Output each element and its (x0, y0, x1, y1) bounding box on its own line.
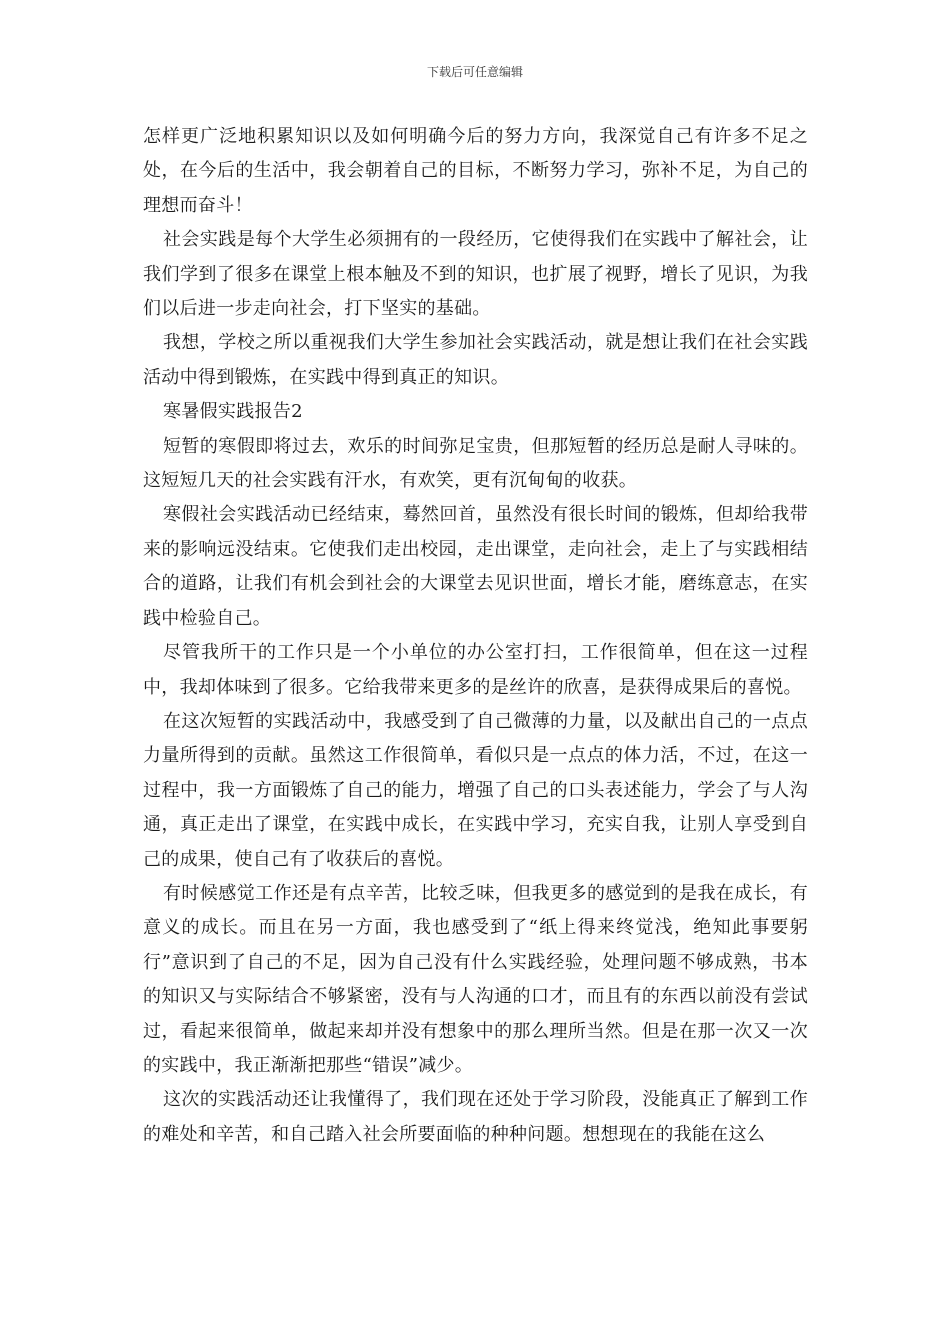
section-heading: 寒暑假实践报告2 (163, 401, 303, 423)
paragraph: 尽管我所干的工作只是一个小单位的办公室打扫，工作很简单，但在这一过程中，我却体味到了很多。它给我带来更多的是丝许的欣喜，是获得成果后的喜悦。 (143, 642, 808, 698)
paragraph: 有时候感觉工作还是有点辛苦，比较乏味，但我更多的感觉到的是我在成长，有意义的成长。而且在另一方面，我也感受到了“纸上得来终觉浅，绝知此事要躬行”意识到了自己的不足，因为自己没有什么实践经验，处理问题不够成熟，书本的知识又与实际结合不够紧密，没有与人沟通的口才，而且有的东西以前没有尝试过，看起来很简单，做起来却并没有想象中的那么理所当然。但是在那一次又一次的实践中，我正渐渐把那些“错误”减少。 (143, 882, 808, 1076)
page-header: 下载后可任意编辑 (426, 65, 523, 79)
paragraph: 社会实践是每个大学生必须拥有的一段经历，它使得我们在实践中了解社会，让我们学到了很多在课堂上根本触及不到的知识，也扩展了视野，增长了见识，为我们以后进一步走向社会，打下坚实的基础。 (143, 229, 808, 320)
paragraph: 短暂的寒假即将过去，欢乐的时间弥足宝贵，但那短暂的经历总是耐人寻味的。这短短几天的社会实践有汗水，有欢笑，更有沉甸甸的收获。 (143, 435, 808, 492)
paragraph: 这次的实践活动还让我懂得了，我们现在还处于学习阶段，没能真正了解到工作的难处和辛苦，和自己踏入社会所要面临的种种问题。想想现在的我能在这么 (143, 1089, 808, 1145)
paragraph: 寒假社会实践活动已经结束，蓦然回首，虽然没有很长时间的锻炼，但却给我带来的影响远没结束。它使我们走出校园，走出课堂，走向社会，走上了与实践相结合的道路，让我们有机会到社会的大课堂去见识世面，增长才能，磨练意志，在实践中检验自己。 (143, 504, 808, 629)
document-body (143, 120, 808, 1152)
paragraph: 我想，学校之所以重视我们大学生参加社会实践活动，就是想让我们在社会实践活动中得到锻炼，在实践中得到真正的知识。 (143, 332, 808, 388)
paragraph-continuation: 怎样更广泛地积累知识以及如何明确今后的努力方向，我深觉自己有许多不足之处，在今后的生活中，我会朝着自己的目标，不断努力学习，弥补不足，为自己的理想而奋斗！ (143, 126, 808, 216)
paragraph: 在这次短暂的实践活动中，我感受到了自己微薄的力量，以及献出自己的一点点力量所得到的贡献。虽然这工作很简单，看似只是一点点的体力活，不过，在这一过程中，我一方面锻炼了自己的能力，增强了自己的口头表述能力，学会了与人沟通，真正走出了课堂，在实践中成长，在实践中学习，充实自我，让别人享受到自己的成果，使自己有了收获后的喜悦。 (143, 710, 808, 870)
